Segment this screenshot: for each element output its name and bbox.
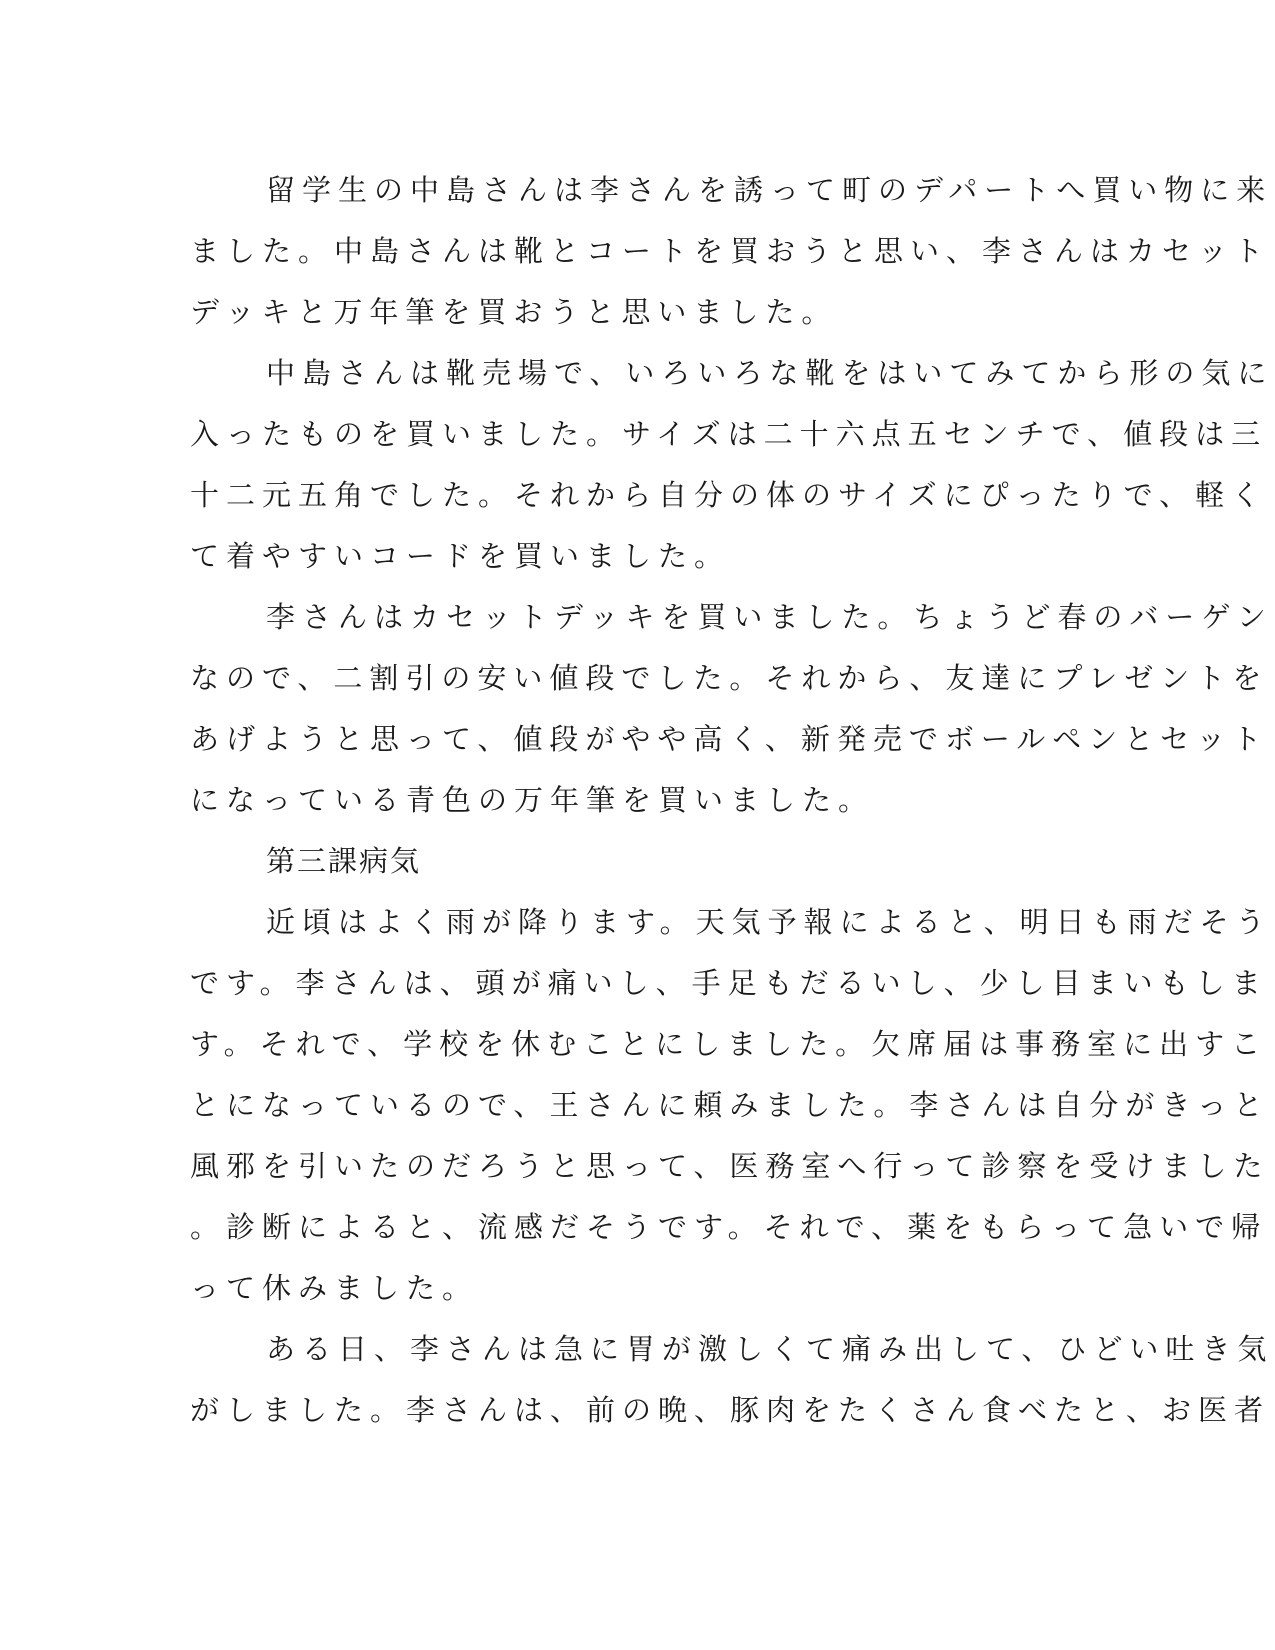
paragraph-line: 。診断によると、流感だそうです。それで、薬をもらって急いで帰	[190, 1210, 1268, 1244]
paragraph-line: ある日、李さんは急に胃が激しくて痛み出して、ひどい吐き気	[266, 1332, 1274, 1366]
paragraph-line: なので、二割引の安い値段でした。それから、友達にプレゼントを	[190, 661, 1269, 695]
paragraph-line: がしました。李さんは、前の晩、豚肉をたくさん食べたと、お医者	[190, 1393, 1271, 1427]
paragraph-line: デッキと万年筆を買おうと思いました。	[190, 295, 838, 329]
paragraph-line: とになっているので、王さんに頼みました。李さんは自分がきっと	[190, 1088, 1270, 1122]
paragraph-line: ました。中島さんは靴とコートを買おうと思い、李さんはカセット	[190, 234, 1271, 268]
paragraph-line: 入ったものを買いました。サイズは二十六点五センチで、値段は三	[190, 417, 1268, 451]
paragraph-line: 留学生の中島さんは李さんを誘って町のデパートへ買い物に来	[266, 173, 1273, 207]
paragraph-line: あげようと思って、値段がやや高く、新発売でボールペンとセット	[190, 722, 1269, 756]
paragraph-line: 風邪を引いたのだろうと思って、医務室へ行って診察を受けました	[190, 1149, 1270, 1183]
paragraph-line: になっている青色の万年筆を買いました。	[190, 783, 875, 817]
document-page	[190, 160, 1274, 1441]
paragraph-line: す。それで、学校を休むことにしました。欠席届は事務室に出すこ	[190, 1027, 1268, 1061]
lesson-heading: 第三課病気	[266, 844, 422, 878]
paragraph-line: 中島さんは靴売場で、いろいろな靴をはいてみてから形の気に	[266, 356, 1274, 390]
paragraph-line: 李さんはカセットデッキを買いました。ちょうど春のバーゲン	[266, 600, 1273, 634]
paragraph-line: 近頃はよく雨が降ります。天気予報によると、明日も雨だそう	[266, 905, 1272, 939]
paragraph-line: て着やすいコードを買いました。	[190, 539, 731, 573]
paragraph-line: って休みました。	[190, 1271, 479, 1305]
paragraph-line: です。李さんは、頭が痛いし、手足もだるいし、少し目まいもしま	[190, 966, 1268, 1000]
paragraph-line: 十二元五角でした。それから自分の体のサイズにぴったりで、軽く	[190, 478, 1268, 512]
